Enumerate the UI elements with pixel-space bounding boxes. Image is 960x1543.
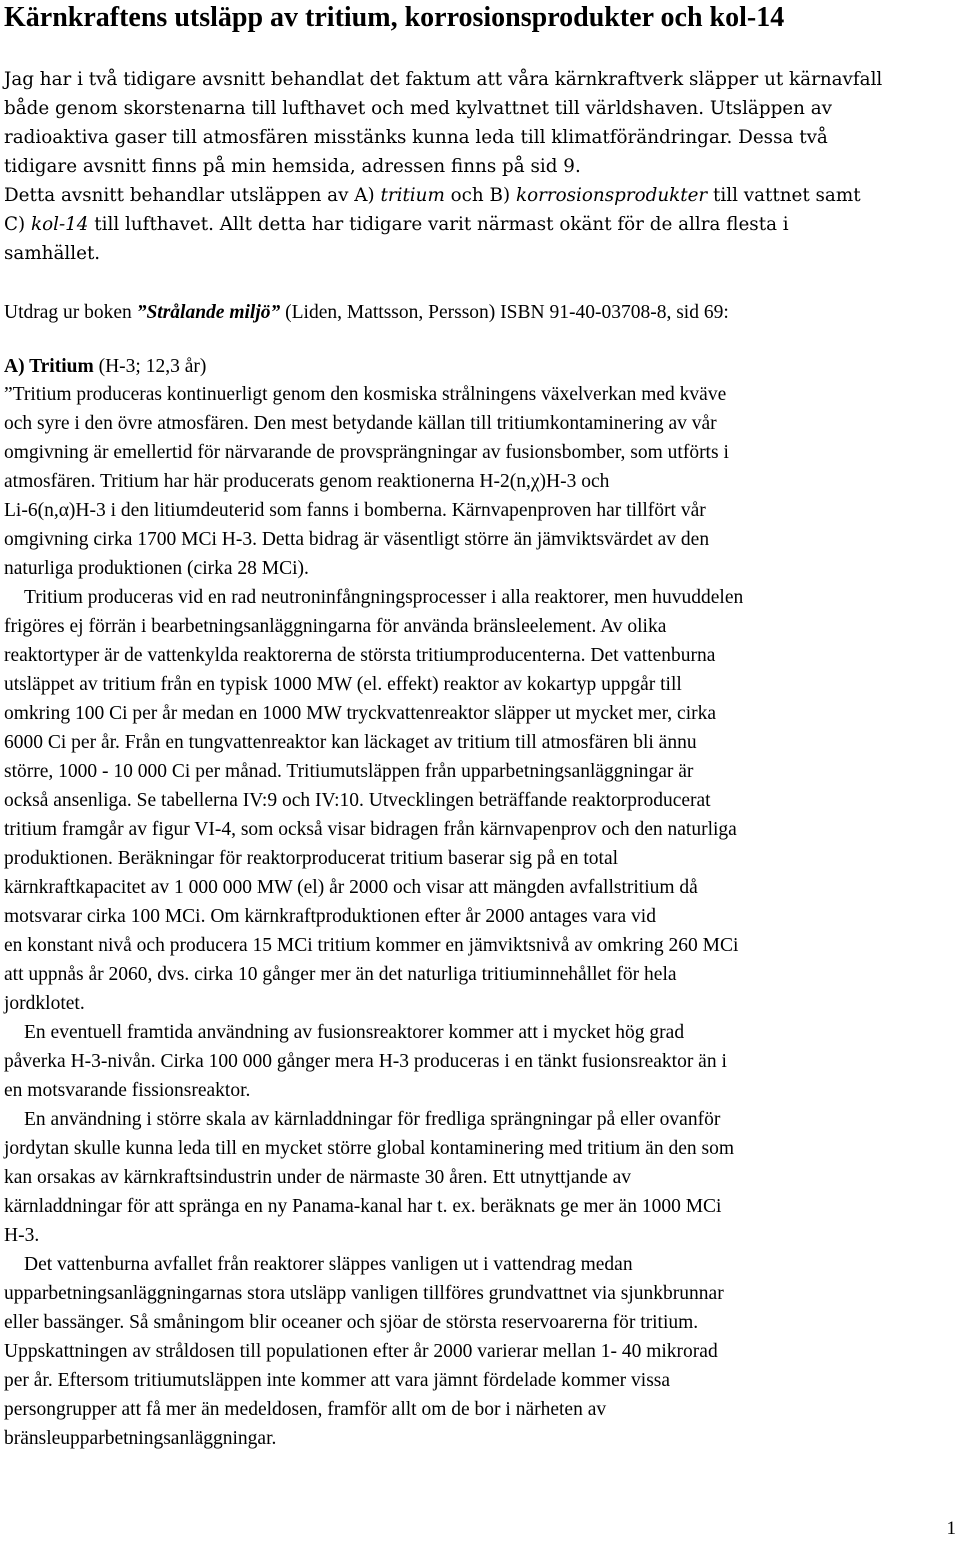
text-line: jordklotet. <box>4 993 85 1014</box>
text-span: C) <box>4 214 31 235</box>
text-line: att uppnås år 2060, dvs. cirka 10 gånger mer än det naturliga tritiuminnehållet för hela <box>4 964 677 985</box>
text-span: till vattnet samt <box>707 185 861 206</box>
text-span: till lufthavet. <box>88 214 214 235</box>
italic-term: korrosionsprodukter <box>515 185 708 206</box>
text-line: en motsvarande fissionsreaktor. <box>4 1080 251 1101</box>
text-line: Det vattenburna avfallet från reaktorer släppes vanligen ut i vattendrag medan <box>24 1254 633 1275</box>
section-paragraph-4 <box>4 1105 960 1250</box>
text-line: kärnkraftkapacitet av 1 000 000 MW (el) år 2000 och visar att mängden avfallstritium då <box>4 877 698 898</box>
text-line: motsvarar cirka 100 MCi. Om kärnkraftproduktionen efter år 2000 antages vara vid <box>4 906 656 927</box>
text-span: radioaktiva gaser till atmosfären misstänks kunna leda till klimatförändringar. <box>4 127 733 148</box>
text-line: Jag har i två tidigare avsnitt behandlat det faktum att våra kärnkraftverk släpper ut kärnavfall <box>4 69 883 90</box>
text-line: Li-6(n,α)H-3 i den litiumdeuterid som fanns i bomberna. Kärnvapenproven har tillfört vår <box>4 500 706 521</box>
text-line: produktionen. Beräkningar för reaktorproducerat tritium baserar sig på en total <box>4 848 619 869</box>
text-line: En eventuell framtida användning av fusionsreaktorer kommer att i mycket hög grad <box>24 1022 685 1043</box>
text-line: omkring 100 Ci per år medan en 1000 MW tryckvattenreaktor släpper ut mycket mer, cirka <box>4 703 717 724</box>
text-line: atmosfären. Tritium har här producerats genom reaktionerna H-2(n,χ)H-3 och <box>4 471 610 492</box>
text-line: större, 1000 - 10 000 Ci per månad. Tritiumutsläppen från upparbetningsanläggningar är <box>4 761 694 782</box>
book-title: ”Strålande miljö” <box>136 302 281 323</box>
section-paragraph-3 <box>4 1018 960 1105</box>
text-line <box>4 210 960 239</box>
text-span: och B) <box>444 185 516 206</box>
text-line: H-3. <box>4 1225 40 1246</box>
page-title: Kärnkraftens utsläpp av tritium, korrosionsprodukter och kol-14 <box>4 2 785 33</box>
text-line: jordytan skulle kunna leda till en mycket större global kontaminering med tritium än den som <box>4 1138 735 1159</box>
text-line <box>4 94 960 123</box>
text-line: också ansenliga. Se tabellerna IV:9 och IV:10. Utvecklingen beträffande reaktorproducerat <box>4 790 711 811</box>
page-number: 1 <box>946 1518 956 1539</box>
text-line: En användning i större skala av kärnladdningar för fredliga sprängningar på eller ovanför <box>24 1109 721 1130</box>
text-line: bränsleupparbetningsanläggningar. <box>4 1428 277 1449</box>
text-line <box>4 298 960 327</box>
text-line: samhället. <box>4 243 101 264</box>
text-line: reaktortyper är de vattenkylda reaktorerna de största tritiumproducenterna. Det vattenburna <box>4 645 716 666</box>
source-citation <box>4 298 960 327</box>
text-span: både genom skorstenarna till lufthavet och med kylvattnet till världshaven. <box>4 98 705 119</box>
text-span: Utsläppen av <box>704 98 833 119</box>
text-line <box>4 123 960 152</box>
text-span: (H-3; 12,3 år) <box>93 356 207 377</box>
text-line <box>4 352 960 381</box>
text-line: naturliga produktionen (cirka 28 MCi). <box>4 558 309 579</box>
text-line: utsläppet av tritium från en typisk 1000 MW (el. effekt) reaktor av kokartyp uppgår till <box>4 674 682 695</box>
text-line: omgivning cirka 1700 MCi H-3. Detta bidrag är väsentligt större än jämviktsvärdet av den <box>4 529 710 550</box>
text-line: 6000 Ci per år. Från en tungvattenreaktor kan läckaget av tritium till atmosfären bli ännu <box>4 732 697 753</box>
section-paragraph-2 <box>4 583 960 1018</box>
text-line: påverka H-3-nivån. Cirka 100 000 gånger mera H-3 produceras i en tänkt fusionsreaktor än i <box>4 1051 727 1072</box>
text-span: Utdrag ur boken <box>4 302 137 323</box>
section-heading <box>4 352 960 381</box>
intro-paragraph-1 <box>4 65 960 181</box>
text-line: tritium framgår av figur VI-4, som också visar bidragen från kärnvapenprov och den naturliga <box>4 819 737 840</box>
text-line: eller bassänger. Så småningom blir oceaner och sjöar de största reservoarerna för tritium. <box>4 1312 699 1333</box>
text-line: omgivning är emellertid för närvarande de provsprängningar av fusionsbomber, som utförts i <box>4 442 729 463</box>
text-line <box>4 181 960 210</box>
section-title: A) Tritium <box>4 356 94 377</box>
text-line: tidigare avsnitt finns på min hemsida, adressen finns på sid 9. <box>4 156 581 177</box>
italic-term: tritium <box>380 185 445 206</box>
text-line: upparbetningsanläggningarnas stora utsläpp vanligen tillföres grundvattnet via sjunkbrunnar <box>4 1283 724 1304</box>
text-span: Allt detta har tidigare varit närmast okänt för de allra flesta i <box>213 214 789 235</box>
text-line: en konstant nivå och producera 15 MCi tritium kommer en jämviktsnivå av omkring 260 MCi <box>4 935 739 956</box>
text-span: Detta avsnitt behandlar utsläppen av A) <box>4 185 381 206</box>
text-line: och syre i den övre atmosfären. Den mest betydande källan till tritiumkontaminering av vår <box>4 413 717 434</box>
text-line: kan orsakas av kärnkraftsindustrin under de närmaste 30 åren. Ett utnyttjande av <box>4 1167 632 1188</box>
text-line: Tritium produceras vid en rad neutroninfångningsprocesser i alla reaktorer, men huvuddelen <box>24 587 744 608</box>
text-line: Uppskattningen av stråldosen till populationen efter år 2000 varierar mellan 1- 40 mikrorad <box>4 1341 718 1362</box>
text-span: Dessa två <box>732 127 828 148</box>
italic-term: kol-14 <box>30 214 89 235</box>
text-line: per år. Eftersom tritiumutsläppen inte kommer att vara jämnt fördelade kommer vissa <box>4 1370 671 1391</box>
text-line: ”Tritium produceras kontinuerligt genom den kosmiska strålningens växelverkan med kväve <box>4 384 727 405</box>
section-paragraph-1 <box>4 380 960 583</box>
intro-paragraph-2 <box>4 181 960 268</box>
text-line: kärnladdningar för att spränga en ny Panama-kanal har t. ex. beräknats ge mer än 1000 MCi <box>4 1196 722 1217</box>
section-paragraph-5 <box>4 1250 960 1453</box>
text-line: persongrupper att få mer än medeldosen, framför allt om de bor i närheten av <box>4 1399 607 1420</box>
text-line: frigöres ej förrän i bearbetningsanläggningarna för använda bränsleelement. Av olika <box>4 616 667 637</box>
text-span: (Liden, Mattsson, Persson) ISBN 91-40-03708-8, sid 69: <box>280 302 729 323</box>
